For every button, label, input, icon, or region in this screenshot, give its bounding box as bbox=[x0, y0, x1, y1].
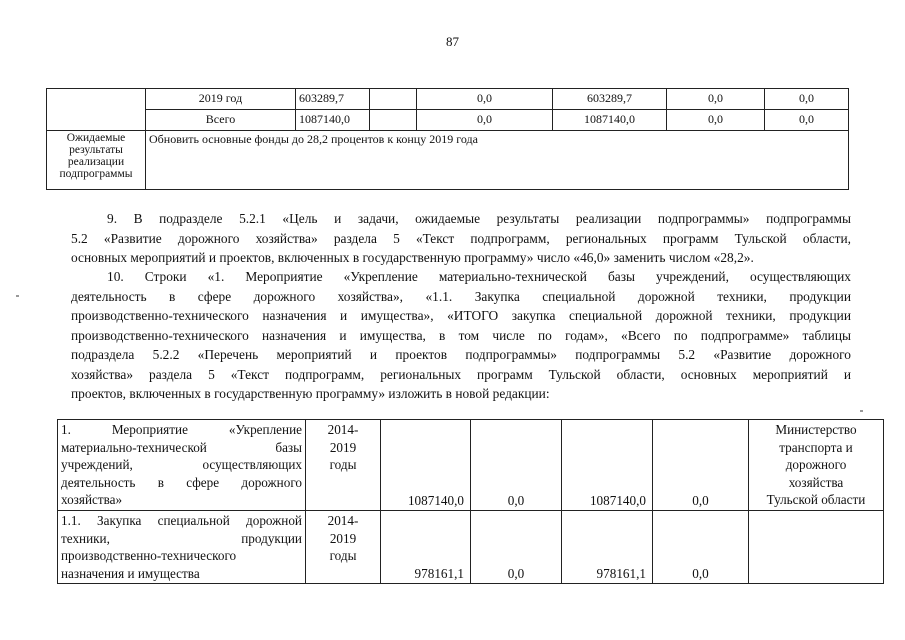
value-cell: 0,0 bbox=[765, 89, 849, 110]
executor-line: хозяйства bbox=[788, 474, 844, 490]
table-row bbox=[47, 110, 849, 131]
name-line: 1.1. Закупка специальной дорожной bbox=[61, 513, 302, 528]
period-line: 2019 bbox=[329, 530, 357, 546]
value-cell: 1087140,0 bbox=[562, 420, 653, 511]
value-cell: 1087140,0 bbox=[381, 420, 471, 511]
label-line: результаты bbox=[69, 144, 123, 156]
period-line: 2014- bbox=[327, 422, 359, 437]
value-cell: 603289,7 bbox=[296, 89, 370, 110]
name-line: производственно-технического bbox=[61, 548, 237, 563]
executor-line: дорожного bbox=[785, 457, 847, 472]
page-number: 87 bbox=[446, 34, 459, 49]
value-cell: 1087140,0 bbox=[296, 110, 370, 131]
name-line: материально-технической базы bbox=[61, 439, 302, 455]
text-line: 9. В подразделе 5.2.1 «Цель и задачи, ожидаемые результаты реализации подпрограммы» подпрограммы bbox=[107, 211, 851, 226]
text-line: производственно-технического назначения и имущества, в том числе по годам», «Всего по подпрограмме» таблицы bbox=[71, 327, 851, 343]
measure-name bbox=[58, 511, 306, 584]
value-cell: 0,0 bbox=[471, 420, 562, 511]
executor-cell bbox=[749, 420, 884, 511]
label-line: реализации bbox=[67, 156, 125, 168]
text-line: производственно-технического назначения и имущества», «ИТОГО закупка специальной дорожной техники, продукции bbox=[71, 308, 851, 323]
executor-line: транспорта и bbox=[779, 439, 853, 455]
name-line: учреждений, осуществляющих bbox=[61, 457, 302, 472]
text-line: 10. Строки «1. Мероприятие «Укрепление материально-технической базы учреждений, осуществляющих bbox=[107, 269, 851, 284]
executor-cell bbox=[749, 511, 884, 584]
executor-line: Министерство bbox=[775, 422, 857, 437]
value-cell: 0,0 bbox=[667, 89, 765, 110]
table-row bbox=[58, 420, 884, 511]
paragraph-10 bbox=[71, 267, 851, 404]
value-cell: 0,0 bbox=[471, 511, 562, 584]
executor-line: Тульской области bbox=[766, 492, 866, 507]
label-line: подпрограммы bbox=[59, 168, 133, 180]
text-line: проектов, включенных в государственную программу» изложить в новой редакции: bbox=[71, 386, 550, 401]
value-cell: 0,0 bbox=[765, 110, 849, 131]
year-label: 2019 год bbox=[146, 89, 296, 110]
name-line: техники, продукции bbox=[61, 530, 302, 546]
value-cell: 978161,1 bbox=[381, 511, 471, 584]
table-row bbox=[47, 89, 849, 110]
text-line: основных мероприятий и проектов, включенных в государственную программу» число «46,0» заменить числом «28,2». bbox=[71, 250, 754, 265]
expected-results-text: Обновить основные фонды до 28,2 процентов к концу 2019 года bbox=[146, 131, 849, 190]
value-cell: 0,0 bbox=[417, 89, 553, 110]
value-cell bbox=[370, 89, 417, 110]
name-line: хозяйства» bbox=[61, 492, 123, 507]
value-cell: 0,0 bbox=[667, 110, 765, 131]
label-line: Ожидаемые bbox=[66, 132, 126, 144]
period-cell bbox=[306, 511, 381, 584]
name-line: назначения и имущества bbox=[61, 565, 200, 581]
value-cell: 0,0 bbox=[653, 511, 749, 584]
period-line: 2014- bbox=[327, 513, 359, 528]
text-line: деятельность в сфере дорожного хозяйства», «1.1. Закупка специальной дорожной техники, продукции bbox=[71, 288, 851, 304]
expected-results-label bbox=[47, 131, 146, 190]
measure-name bbox=[58, 420, 306, 511]
measures-table bbox=[57, 419, 884, 584]
value-cell bbox=[370, 110, 417, 131]
paragraph-9 bbox=[71, 209, 851, 268]
funding-table bbox=[46, 88, 849, 190]
text-line: хозяйства» раздела 5 «Текст подпрограмм, региональных программ Тульской области, основных мероприятий и bbox=[71, 366, 851, 382]
period-cell bbox=[306, 420, 381, 511]
period-line: 2019 bbox=[329, 439, 357, 455]
value-cell: 603289,7 bbox=[553, 89, 667, 110]
scan-speck bbox=[16, 295, 19, 297]
text-line: подраздела 5.2.2 «Перечень мероприятий и проектов подпрограммы» подпрограммы 5.2 «Развитие дорожного bbox=[71, 347, 851, 362]
value-cell: 0,0 bbox=[653, 420, 749, 511]
name-line: деятельность в сфере дорожного bbox=[61, 474, 302, 490]
total-label: Всего bbox=[146, 110, 296, 131]
period-line: годы bbox=[329, 548, 357, 563]
scan-speck bbox=[860, 410, 863, 412]
name-line: 1. Мероприятие «Укрепление bbox=[61, 422, 302, 437]
value-cell: 1087140,0 bbox=[553, 110, 667, 131]
period-line: годы bbox=[329, 457, 357, 472]
table-row bbox=[58, 511, 884, 584]
value-cell: 978161,1 bbox=[562, 511, 653, 584]
empty-cell bbox=[47, 89, 146, 131]
value-cell: 0,0 bbox=[417, 110, 553, 131]
text-line: 5.2 «Развитие дорожного хозяйства» раздела 5 «Текст подпрограмм, региональных программ Тульской области, bbox=[71, 230, 851, 246]
table-row bbox=[47, 131, 849, 190]
